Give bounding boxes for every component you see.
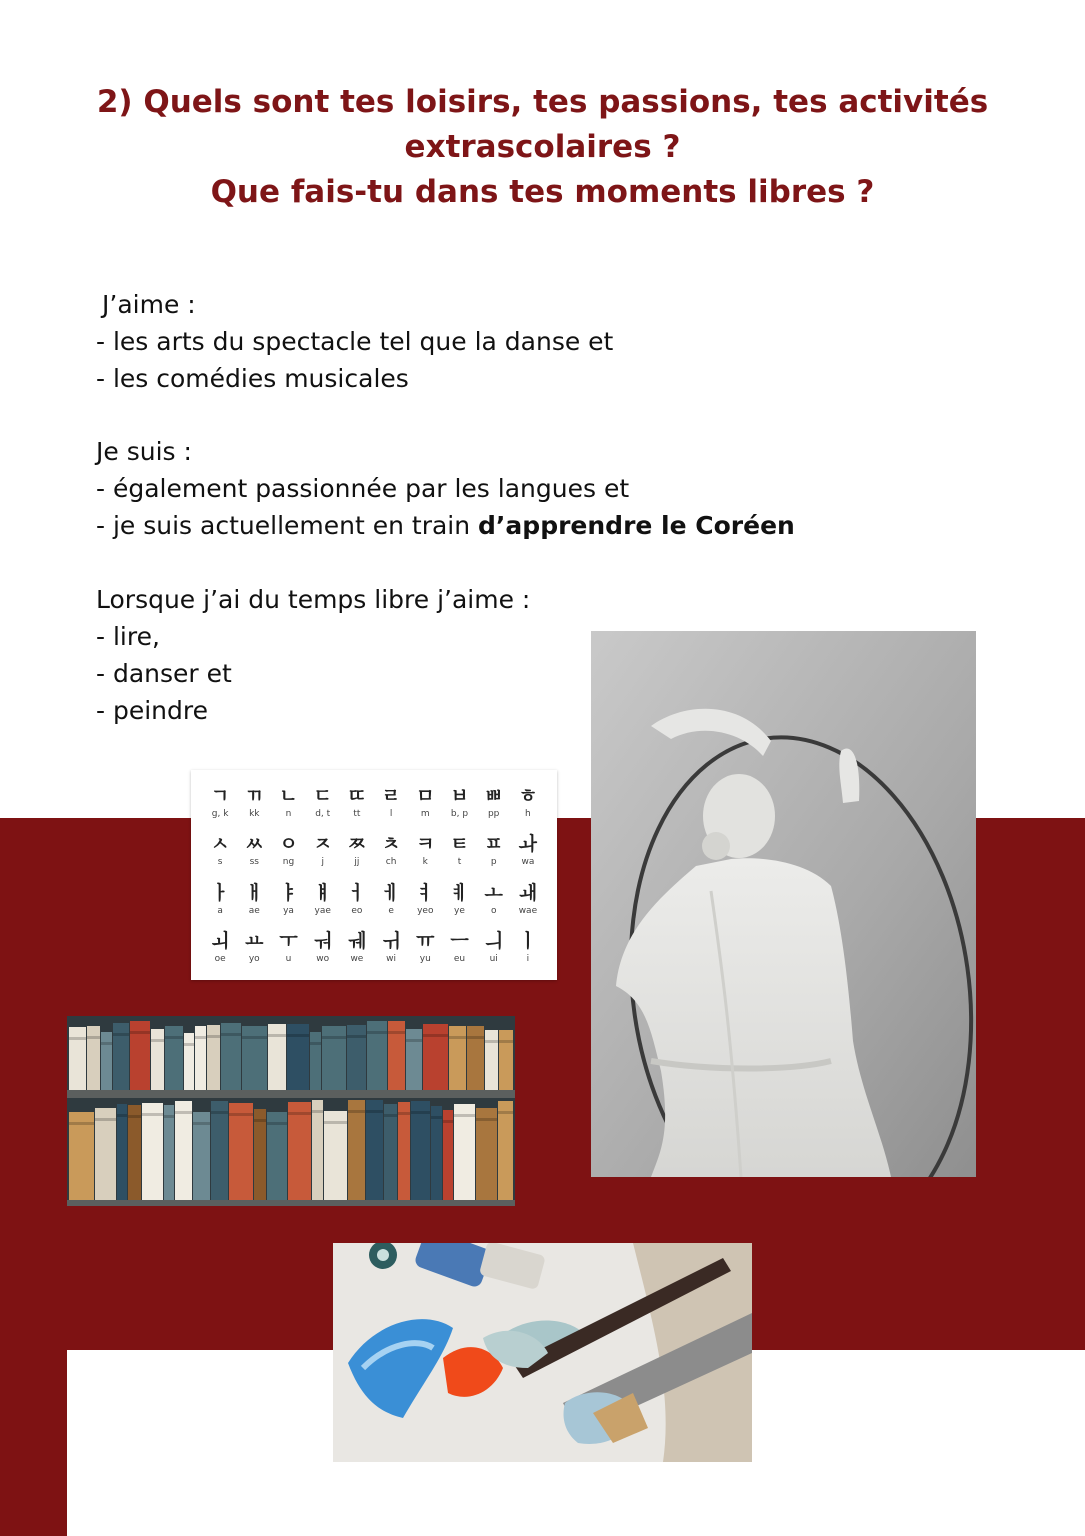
hangul-cell xyxy=(442,778,476,827)
hangul-romanization: ya xyxy=(283,905,294,916)
hangul-romanization: j xyxy=(321,857,324,868)
hangul-character: ㅞ xyxy=(347,930,367,953)
hangul-character: ㅘ xyxy=(518,833,538,856)
hangul-romanization: yae xyxy=(314,905,331,916)
hangul-romanization: e xyxy=(388,905,394,916)
hangul-romanization: t xyxy=(457,857,462,868)
hangul-romanization: we xyxy=(350,954,364,965)
hangul-character: ㅒ xyxy=(313,881,332,904)
hangul-cell xyxy=(271,875,305,924)
hangul-cell xyxy=(203,827,237,876)
hangul-romanization: h xyxy=(525,808,531,819)
hangul-romanization: ae xyxy=(248,905,260,916)
hangul-character: ㅐ xyxy=(245,881,264,904)
hangul-cell xyxy=(306,778,340,827)
hangul-romanization: yeo xyxy=(417,905,434,916)
hangul-romanization: yu xyxy=(419,954,431,965)
hangul-romanization: pp xyxy=(487,808,500,819)
hangul-character: ㅝ xyxy=(313,930,332,953)
hangul-character: ㅣ xyxy=(518,930,538,953)
free-time-item: - lire, xyxy=(96,622,160,651)
hangul-character: ㅈ xyxy=(313,833,332,856)
hangul-romanization: d, t xyxy=(315,808,331,819)
hangul-cell xyxy=(374,827,408,876)
free-time-section xyxy=(96,581,530,729)
hangul-cell xyxy=(511,778,545,827)
hangul-cell xyxy=(374,778,408,827)
likes-section xyxy=(96,286,613,397)
hangul-cell xyxy=(271,827,305,876)
hangul-cell xyxy=(340,827,374,876)
passions-item: - également passionnée par les langues et xyxy=(96,474,630,503)
bookshelf-photo xyxy=(67,1016,515,1206)
hangul-character: ㅡ xyxy=(450,930,469,953)
hangul-romanization: ss xyxy=(249,857,259,868)
hangul-cell xyxy=(477,875,511,924)
hangul-alphabet-chart xyxy=(191,770,557,980)
hangul-romanization: p xyxy=(490,857,497,868)
hangul-cell xyxy=(511,827,545,876)
free-time-heading: Lorsque j’ai du temps libre j’aime : xyxy=(96,585,531,614)
hangul-cell xyxy=(237,778,271,827)
hangul-cell xyxy=(340,778,374,827)
hangul-character: ㄷ xyxy=(313,784,332,807)
hangul-character: ㅜ xyxy=(279,930,298,953)
hangul-character: ㄴ xyxy=(279,784,298,807)
passions-item-text: - je suis actuellement en train xyxy=(96,511,479,540)
hangul-romanization: yo xyxy=(248,954,260,965)
background-band-corner xyxy=(0,1350,67,1536)
likes-item: - les comédies musicales xyxy=(96,364,409,393)
hangul-character: ㅟ xyxy=(381,930,401,953)
title-line-3: Que fais-tu dans tes moments libres ? xyxy=(210,174,875,210)
hangul-character: ㅖ xyxy=(450,881,469,904)
passions-section xyxy=(96,433,795,544)
hangul-character: ㅚ xyxy=(210,930,230,953)
hangul-cell xyxy=(306,827,340,876)
hangul-character: ㅓ xyxy=(347,881,367,904)
hangul-character: ㅠ xyxy=(416,930,435,953)
hangul-romanization: wa xyxy=(521,857,535,868)
hangul-cell xyxy=(408,875,442,924)
hangul-character: ㅑ xyxy=(279,881,298,904)
hangul-character: ㅗ xyxy=(484,881,503,904)
hangul-character: ㄱ xyxy=(210,784,230,807)
hangul-cell xyxy=(237,875,271,924)
hangul-cell xyxy=(203,924,237,973)
hangul-romanization: n xyxy=(285,808,292,819)
hangul-romanization: ye xyxy=(454,905,465,916)
hangul-romanization: s xyxy=(217,857,223,868)
hangul-cell xyxy=(203,778,237,827)
hangul-romanization: ng xyxy=(282,857,295,868)
hangul-romanization: kk xyxy=(249,808,260,819)
hangul-character: ㅉ xyxy=(347,833,367,856)
hangul-cell xyxy=(442,875,476,924)
hangul-character: ㅃ xyxy=(484,784,503,807)
hangul-character: ㅍ xyxy=(484,833,503,856)
hangul-romanization: wi xyxy=(386,954,397,965)
hangul-cell xyxy=(340,875,374,924)
hangul-character: ㅇ xyxy=(279,833,298,856)
likes-item: - les arts du spectacle tel que la danse et xyxy=(96,327,614,356)
hangul-cell xyxy=(271,924,305,973)
hangul-romanization: jj xyxy=(354,857,360,868)
hangul-romanization: o xyxy=(490,905,497,916)
page-title xyxy=(60,80,1025,215)
hangul-character: ㄲ xyxy=(245,784,264,807)
title-line-2: extrascolaires ? xyxy=(404,129,681,165)
hangul-cell xyxy=(271,778,305,827)
hangul-romanization: i xyxy=(526,954,530,965)
hangul-romanization: g, k xyxy=(211,808,229,819)
hangul-romanization: eu xyxy=(453,954,466,965)
hangul-romanization: m xyxy=(420,808,430,819)
paint-brushes-photo xyxy=(333,1243,752,1462)
hangul-romanization: u xyxy=(285,954,292,965)
hangul-character: ㄸ xyxy=(347,784,367,807)
hangul-cell xyxy=(374,875,408,924)
passions-item-emphasis: d’apprendre le Coréen xyxy=(478,511,795,540)
title-line-1: 2) Quels sont tes loisirs, tes passions, tes activités xyxy=(96,84,989,120)
hangul-cell xyxy=(306,924,340,973)
hangul-romanization: b, p xyxy=(450,808,469,819)
hangul-cell xyxy=(340,924,374,973)
hangul-cell xyxy=(477,924,511,973)
dancer-photo xyxy=(591,631,976,1177)
hangul-romanization: eo xyxy=(351,905,363,916)
hangul-character: ㅅ xyxy=(210,833,230,856)
hangul-character: ㅛ xyxy=(245,930,264,953)
hangul-character: ㅕ xyxy=(416,881,435,904)
hangul-character: ㅋ xyxy=(416,833,435,856)
hangul-character: ㅙ xyxy=(518,881,538,904)
hangul-cell xyxy=(306,875,340,924)
hangul-romanization: ui xyxy=(489,954,498,965)
hangul-romanization: tt xyxy=(353,808,361,819)
hangul-romanization: wo xyxy=(316,954,330,965)
hangul-cell xyxy=(408,778,442,827)
hangul-cell xyxy=(374,924,408,973)
hangul-cell xyxy=(511,875,545,924)
hangul-cell xyxy=(408,827,442,876)
hangul-romanization: l xyxy=(389,808,393,819)
hangul-romanization: k xyxy=(422,857,428,868)
hangul-cell xyxy=(477,778,511,827)
hangul-character: ㅁ xyxy=(416,784,435,807)
hangul-cell xyxy=(408,924,442,973)
hangul-character: ㅔ xyxy=(381,881,401,904)
passions-heading: Je suis : xyxy=(96,437,192,466)
hangul-romanization: a xyxy=(217,905,223,916)
hangul-character: ㅢ xyxy=(484,930,503,953)
hangul-romanization: ch xyxy=(385,857,397,868)
likes-heading: J’aime : xyxy=(102,290,196,319)
hangul-character: ㅏ xyxy=(210,881,230,904)
hangul-cell xyxy=(237,924,271,973)
hangul-romanization: wae xyxy=(518,905,538,916)
hangul-character: ㅎ xyxy=(518,784,538,807)
hangul-cell xyxy=(203,875,237,924)
hangul-character: ㅊ xyxy=(381,833,401,856)
hangul-cell xyxy=(442,924,476,973)
hangul-cell xyxy=(442,827,476,876)
passions-item xyxy=(96,507,795,544)
hangul-character: ㅌ xyxy=(450,833,469,856)
hangul-cell xyxy=(511,924,545,973)
hangul-character: ㅆ xyxy=(245,833,264,856)
hangul-cell xyxy=(237,827,271,876)
hangul-cell xyxy=(477,827,511,876)
hangul-character: ㅂ xyxy=(450,784,469,807)
hangul-character: ㄹ xyxy=(381,784,401,807)
free-time-item: - peindre xyxy=(96,696,208,725)
free-time-item: - danser et xyxy=(96,659,232,688)
hangul-romanization: oe xyxy=(214,954,226,965)
